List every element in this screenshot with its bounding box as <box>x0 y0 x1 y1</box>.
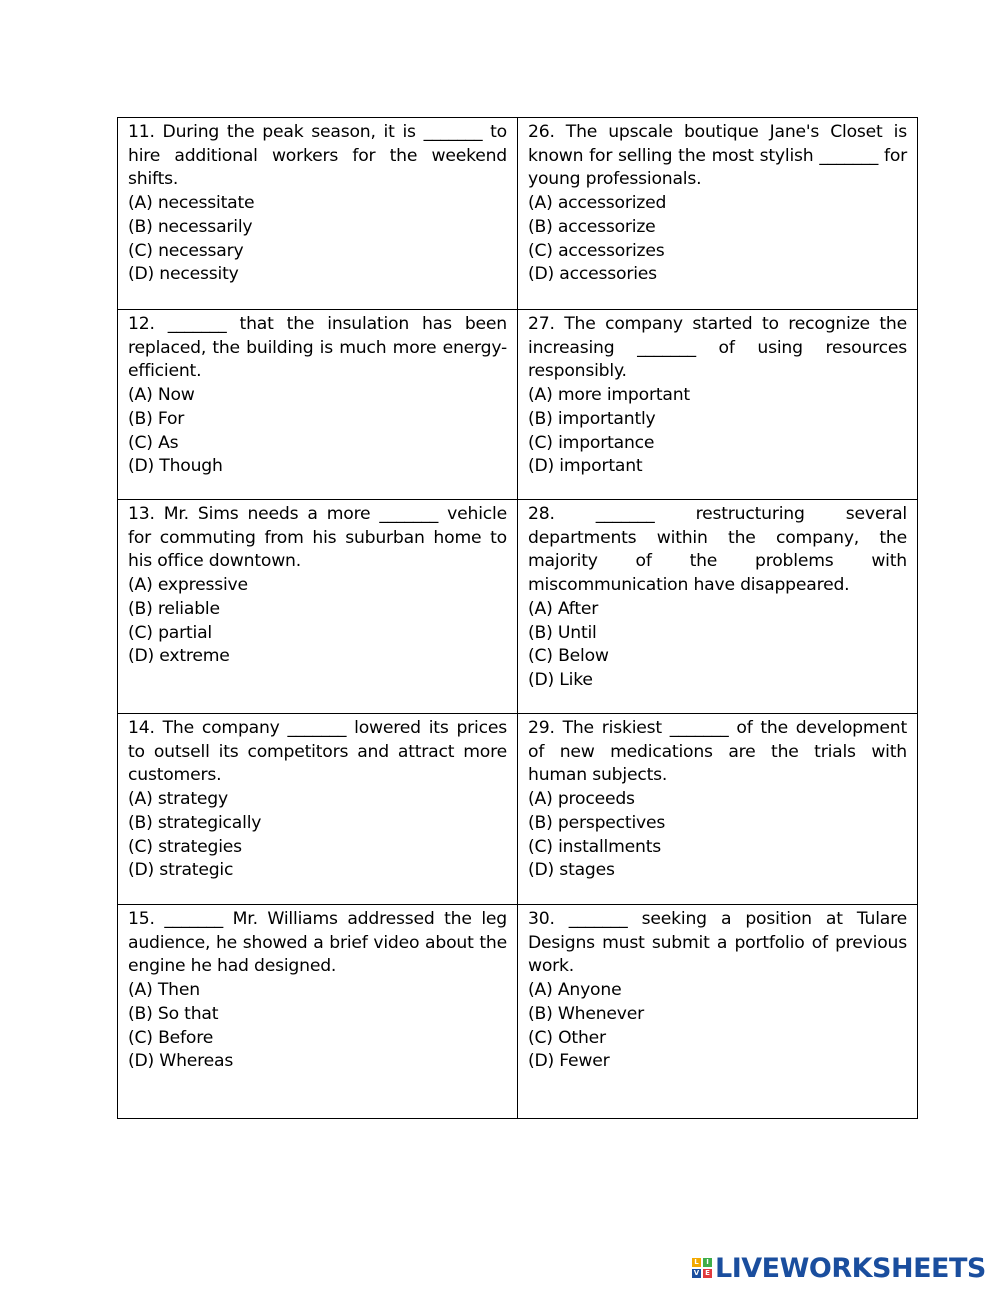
question-cell <box>118 905 518 1119</box>
option-a: (A) Now <box>128 385 195 406</box>
option-d: (D) stages <box>528 860 615 881</box>
option-a: (A) accessorized <box>528 193 667 214</box>
question-cell <box>118 310 518 500</box>
option-c: (C) strategies <box>128 836 242 857</box>
option-c: (C) Before <box>128 1027 214 1048</box>
question-stem: 11. During the peak season, it is _______ to hire additional workers for the weekend shifts. <box>128 122 507 190</box>
question-stem: 13. Mr. Sims needs a more _______ vehicle for commuting from his suburban home to his office downtown. <box>128 504 507 572</box>
question-cell <box>118 118 518 310</box>
option-a: (A) After <box>528 598 599 619</box>
question-cell <box>518 714 918 905</box>
question-stem: 29. The riskiest _______ of the development of new medications are the trials with human subjects. <box>528 718 907 786</box>
option-b: (B) Until <box>528 622 597 643</box>
option-c: (C) partial <box>128 622 213 643</box>
question-cell <box>118 714 518 905</box>
question-stem: 27. The company started to recognize the increasing _______ of using resources responsibly. <box>528 314 907 382</box>
option-b: (B) accessorize <box>528 216 656 237</box>
question-cell <box>518 500 918 714</box>
option-a: (A) proceeds <box>528 789 635 810</box>
option-d: (D) Like <box>528 669 593 690</box>
option-b: (B) reliable <box>128 598 220 619</box>
option-d: (D) accessories <box>528 264 657 285</box>
option-b: (B) importantly <box>528 408 656 429</box>
option-a: (A) strategy <box>128 789 228 810</box>
logo-tile: I <box>703 1258 712 1267</box>
option-a: (A) more important <box>528 385 690 406</box>
option-c: (C) Other <box>528 1027 606 1048</box>
option-b: (B) strategically <box>128 812 262 833</box>
question-stem: 28. _______ restructuring several departments within the company, the majority of the problems with miscommunication have disappeared. <box>528 504 907 596</box>
option-d: (D) extreme <box>128 646 230 667</box>
table-row <box>118 310 918 500</box>
option-c: (C) necessary <box>128 240 244 261</box>
question-stem: 12. _______ that the insulation has been replaced, the building is much more energy-efficient. <box>128 314 507 382</box>
option-c: (C) importance <box>528 432 655 453</box>
question-cell <box>118 500 518 714</box>
table-row <box>118 905 918 1119</box>
option-b: (B) So that <box>128 1003 219 1024</box>
question-cell <box>518 310 918 500</box>
question-cell <box>518 118 918 310</box>
table-row <box>118 714 918 905</box>
option-d: (D) strategic <box>128 860 234 881</box>
questions-table <box>117 117 918 1119</box>
table-row <box>118 500 918 714</box>
option-b: (B) For <box>128 408 185 429</box>
option-a: (A) expressive <box>128 575 248 596</box>
table-row <box>118 118 918 310</box>
option-c: (C) Below <box>528 646 609 667</box>
option-b: (B) perspectives <box>528 812 666 833</box>
question-stem: 26. The upscale boutique Jane's Closet is known for selling the most stylish _______ for young professionals. <box>528 122 907 190</box>
option-d: (D) Whereas <box>128 1051 234 1072</box>
option-d: (D) Though <box>128 456 223 477</box>
question-stem: 30. _______ seeking a position at Tulare Designs must submit a portfolio of previous work. <box>528 909 907 977</box>
logo-tile: V <box>693 1269 700 1277</box>
logo-icon <box>692 1258 712 1278</box>
option-c: (C) installments <box>528 836 662 857</box>
option-a: (A) Anyone <box>528 980 622 1001</box>
question-stem: 15. _______ Mr. Williams addressed the leg audience, he showed a brief video about the engine he had designed. <box>128 909 507 977</box>
brand-name: LIVEWORKSHEETS <box>715 1252 986 1284</box>
logo-tile: L <box>692 1258 701 1267</box>
option-d: (D) necessity <box>128 264 239 285</box>
option-b: (B) Whenever <box>528 1003 645 1024</box>
logo-tile: E <box>703 1269 712 1278</box>
option-c: (C) accessorizes <box>528 240 665 261</box>
option-a: (A) necessitate <box>128 193 255 214</box>
option-b: (B) necessarily <box>128 216 253 237</box>
option-c: (C) As <box>128 432 179 453</box>
option-a: (A) Then <box>128 980 200 1001</box>
question-cell <box>518 905 918 1119</box>
option-d: (D) Fewer <box>528 1051 610 1072</box>
liveworksheets-logo <box>692 1253 986 1283</box>
question-stem: 14. The company _______ lowered its prices to outsell its competitors and attract more customers. <box>128 718 507 786</box>
option-d: (D) important <box>528 456 643 477</box>
